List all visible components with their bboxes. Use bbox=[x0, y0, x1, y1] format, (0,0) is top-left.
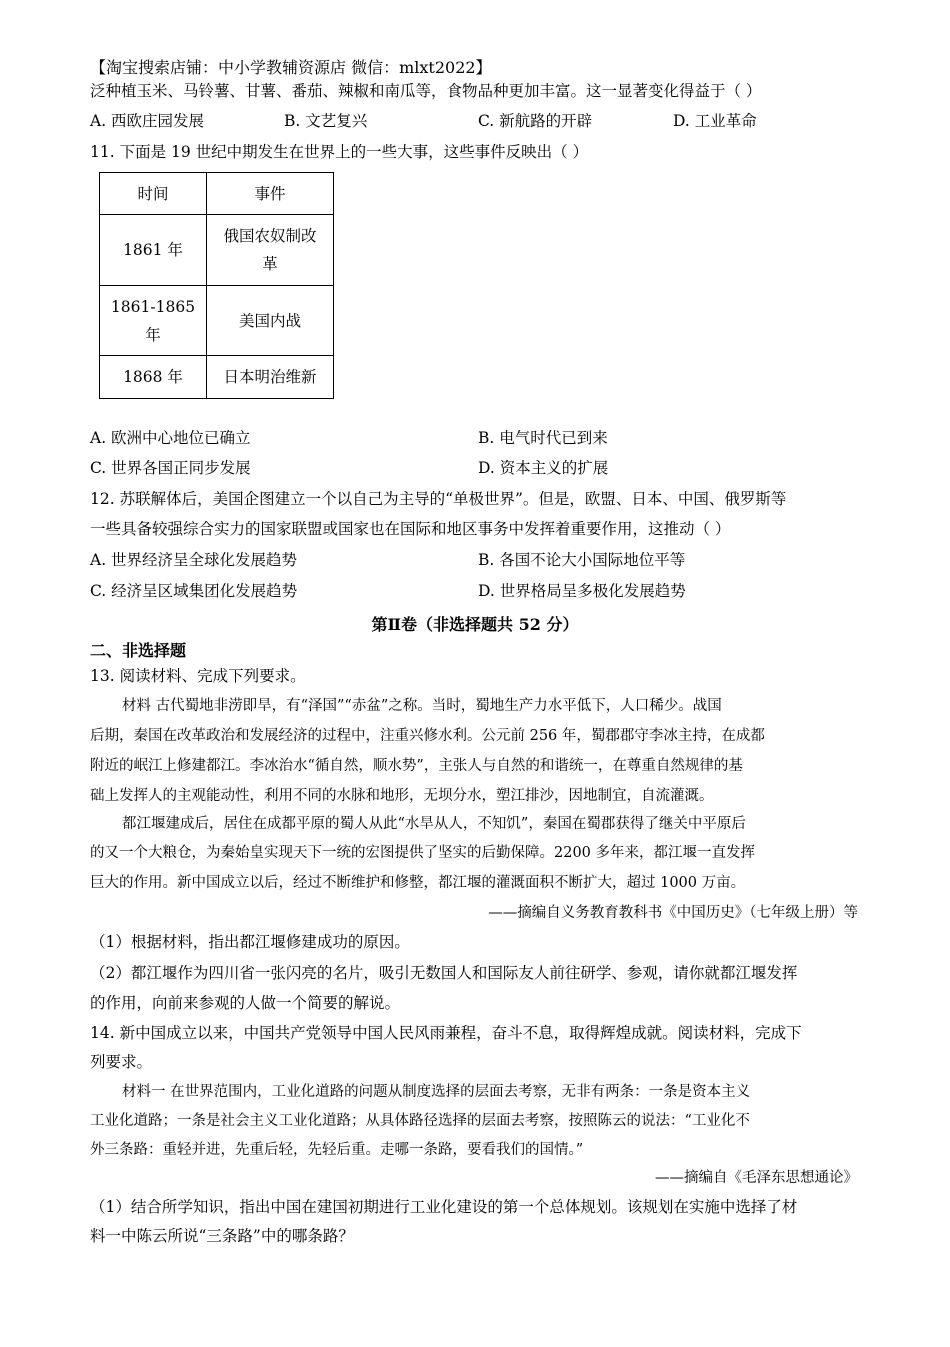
q11-option-a: A. 欧洲中心地位已确立 bbox=[90, 429, 251, 447]
q13-material-line: 附近的岷江上修建都江。李冰治水“循自然，顺水势”，主张人与自然的和谐统一，在尊重自然规律的基 bbox=[90, 758, 743, 774]
section-heading: 二、非选择题 bbox=[90, 641, 187, 660]
q14-stem-line: 列要求。 bbox=[90, 1053, 153, 1071]
cell-text: 美国内战 bbox=[238, 311, 301, 330]
q11-stem: 11. 下面是 19 世纪中期发生在世界上的一些大事，这些事件反映出（ ） bbox=[90, 143, 589, 161]
cell-text: 1861 年 bbox=[123, 241, 183, 259]
q14-material-line: 外三条路：重轻并进，先重后轻，先轻后重。走哪一条路，要看我们的国情。” bbox=[90, 1142, 584, 1158]
q10-option-c: C. 新航路的开辟 bbox=[478, 112, 593, 130]
q14-material-line: 工业化道路；一条是社会主义工业化道路；从具体路径选择的层面去考察，按照陈云的说法：“工业化不 bbox=[90, 1113, 750, 1129]
q13-source: ——摘编自义务教育教科书《中国历史》（七年级上册）等 bbox=[488, 905, 858, 921]
q11-option-b: B. 电气时代已到来 bbox=[478, 429, 608, 447]
cell-text: 1868 年 bbox=[123, 368, 183, 386]
q13-material-line: 材料 古代蜀地非涝即旱，有“泽国”“赤盆”之称。当时，蜀地生产力水平低下，人口稀少。战国 bbox=[122, 698, 722, 714]
cell-text: 年 bbox=[145, 325, 161, 344]
cell-text: 日本明治维新 bbox=[223, 368, 317, 386]
q14-sub1-line: （1）结合所学知识，指出中国在建国初期进行工业化建设的第一个总体规划。该规划在实施中选择了材 bbox=[90, 1198, 798, 1216]
q13-material-line: 础上发挥人的主观能动性，利用不同的水脉和地形，无坝分水，塑江排沙，因地制宜，自流灌溉。 bbox=[90, 788, 714, 804]
q10-option-b: B. 文艺复兴 bbox=[284, 112, 368, 130]
q13-material-line: 的又一个大粮仓，为秦始皇实现天下一统的宏图提供了坚实的后勤保障。2200 多年来，都江堰一直发挥 bbox=[90, 845, 756, 861]
q10-option-d: D. 工业革命 bbox=[673, 112, 757, 130]
table-cell-event bbox=[207, 215, 334, 286]
q13-material-line: 都江堰建成后，居住在成都平原的蜀人从此“水旱从人，不知饥”，秦国在蜀郡获得了继关中平原后 bbox=[122, 816, 746, 832]
q14-stem-line: 14. 新中国成立以来，中国共产党领导中国人民风雨兼程，奋斗不息，取得辉煌成就。阅读材料，完成下 bbox=[90, 1024, 802, 1042]
q12-option-b: B. 各国不论大小国际地位平等 bbox=[478, 551, 686, 569]
table-header-time: 时间 bbox=[100, 173, 207, 215]
q13-material-line: 后期，秦国在改革政治和发展经济的过程中，注重兴修水利。公元前 256 年，蜀郡郡守李冰主持，在成都 bbox=[90, 728, 765, 744]
events-table bbox=[99, 172, 334, 399]
table-cell-time bbox=[100, 286, 207, 356]
table-header-event: 事件 bbox=[207, 173, 334, 215]
q12-option-a: A. 世界经济呈全球化发展趋势 bbox=[90, 551, 298, 569]
table-header-row bbox=[100, 173, 334, 215]
table-row bbox=[100, 215, 334, 286]
q14-source: ——摘编自《毛泽东思想通论》 bbox=[655, 1170, 858, 1186]
q12-option-c: C. 经济呈区域集团化发展趋势 bbox=[90, 582, 298, 600]
cell-text: 1861-1865 bbox=[110, 297, 196, 316]
part2-title: 第Ⅱ卷（非选择题共 52 分） bbox=[371, 615, 579, 634]
q10-option-a: A. 西欧庄园发展 bbox=[90, 112, 205, 130]
header-watermark: 【淘宝搜索店铺：中小学教辅资源店 微信：mlxt2022】 bbox=[90, 58, 492, 77]
q12-stem-line: 12. 苏联解体后，美国企图建立一个以自己为主导的“单极世界”。但是，欧盟、日本、中国、俄罗斯等 bbox=[90, 490, 787, 508]
q14-sub1-line: 料一中陈云所说“三条路”中的哪条路？ bbox=[90, 1227, 354, 1245]
q13-sub2-line: 的作用，向前来参观的人做一个简要的解说。 bbox=[90, 994, 401, 1012]
q14-material-line: 材料一 在世界范围内，工业化道路的问题从制度选择的层面去考察，无非有两条：一条是资本主义 bbox=[122, 1084, 751, 1100]
q10-stem: 泛种植玉米、马铃薯、甘薯、番茄、辣椒和南瓜等，食物品种更加丰富。这一显著变化得益于（ ） bbox=[90, 82, 762, 100]
cell-text: 俄国农奴制改 bbox=[223, 227, 317, 245]
q12-option-d: D. 世界格局呈多极化发展趋势 bbox=[478, 582, 686, 600]
table-row bbox=[100, 356, 334, 399]
q11-option-c: C. 世界各国正同步发展 bbox=[90, 459, 251, 477]
table-cell-event bbox=[207, 286, 334, 356]
table-cell-time bbox=[100, 215, 207, 286]
q13-stem: 13. 阅读材料、完成下列要求。 bbox=[90, 667, 306, 685]
q13-material-line: 巨大的作用。新中国成立以后，经过不断维护和修整，都江堰的灌溉面积不断扩大，超过 1000 万亩。 bbox=[90, 875, 746, 891]
table-cell-event bbox=[207, 356, 334, 399]
cell-text: 革 bbox=[262, 255, 278, 273]
q13-sub1: （1）根据材料，指出都江堰修建成功的原因。 bbox=[90, 933, 410, 951]
q11-option-d: D. 资本主义的扩展 bbox=[478, 459, 609, 477]
table-cell-time bbox=[100, 356, 207, 399]
q12-stem-line: 一些具备较强综合实力的国家联盟或国家也在国际和地区事务中发挥着重要作用，这推动（ ） bbox=[90, 520, 731, 538]
table-row bbox=[100, 286, 334, 356]
q13-sub2-line: （2）都江堰作为四川省一张闪亮的名片，吸引无数国人和国际友人前往研学、参观，请你就都江堰发挥 bbox=[90, 964, 798, 982]
